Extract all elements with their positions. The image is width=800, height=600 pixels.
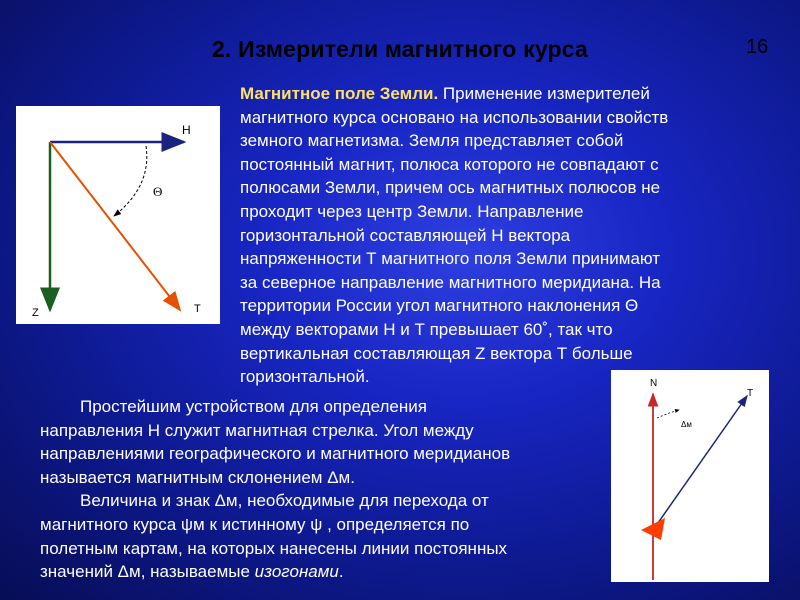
- paragraph-line: направления Н служит магнитная стрелка. Угол между: [40, 420, 474, 440]
- label-n: N: [650, 378, 658, 389]
- label-z: Z: [32, 307, 39, 319]
- paragraph-line: направлениями географического и магнитного меридианов: [40, 444, 511, 464]
- paragraph-line: полюсами Земли, причем ось магнитных полюсов не: [240, 178, 661, 198]
- paragraph-line: территории России угол магнитного наклонения Θ: [240, 296, 639, 316]
- slide-number: 16: [746, 36, 769, 58]
- paragraph-line: значений Δм, называемые: [40, 562, 255, 582]
- label-h: Н: [182, 123, 191, 137]
- vector-t: [50, 142, 180, 310]
- paragraph-line: магнитного курса основано на использовании свойств: [240, 107, 669, 127]
- slide-title: 2. Измерители магнитного курса: [211, 36, 589, 62]
- paragraph-line: проходит через центр Земли. Направление: [240, 201, 584, 221]
- section-heading: Магнитное поле Земли.: [240, 84, 439, 103]
- declination-arc: [657, 410, 679, 418]
- paragraph-line: Применение измерителей: [438, 84, 650, 103]
- magnetic-needle-paragraph: [40, 395, 600, 584]
- paragraph-line: напряженности Т магнитного поля Земли принимают: [240, 249, 661, 269]
- paragraph-line: горизонтальной составляющей Н вектора: [240, 225, 571, 245]
- magnetic-declination-diagram: [611, 370, 769, 582]
- paragraph-line: вертикальная составляющая Z вектора Т больше: [240, 343, 633, 363]
- paragraph-line-end: .: [338, 562, 344, 582]
- label-t2: Т: [747, 388, 754, 399]
- vector-t2: [653, 396, 747, 530]
- paragraph-line: между векторами Н и Т превышает 60˚, так что: [240, 319, 613, 339]
- paragraph-line: за северное направление магнитного меридиана. На: [240, 272, 661, 292]
- paragraph-line: постоянный магнит, полюса которого не совпадают с: [240, 154, 659, 174]
- label-t: Т: [194, 303, 201, 315]
- label-delta: Δм: [681, 420, 692, 429]
- paragraph-line: называется магнитным склонением Δм.: [40, 467, 355, 487]
- isogon-term: изогонами: [254, 562, 339, 582]
- magnetic-vectors-diagram: [16, 106, 220, 324]
- paragraph-line: горизонтальной.: [240, 367, 370, 387]
- label-theta: Θ: [153, 184, 163, 199]
- paragraph-line: земного магнетизма. Земля представляет собой: [240, 131, 624, 151]
- paragraph-line: Величина и знак Δм, необходимые для перехода от: [80, 491, 489, 511]
- paragraph-line: полетным картам, на которых нанесены линии постоянных: [40, 538, 508, 558]
- paragraph-line: Простейшим устройством для определения: [80, 397, 427, 416]
- magnetic-field-paragraph: [240, 82, 760, 389]
- theta-arc: [114, 146, 147, 216]
- paragraph-line: магнитного курса ψм к истинному ψ , определяется по: [40, 514, 470, 534]
